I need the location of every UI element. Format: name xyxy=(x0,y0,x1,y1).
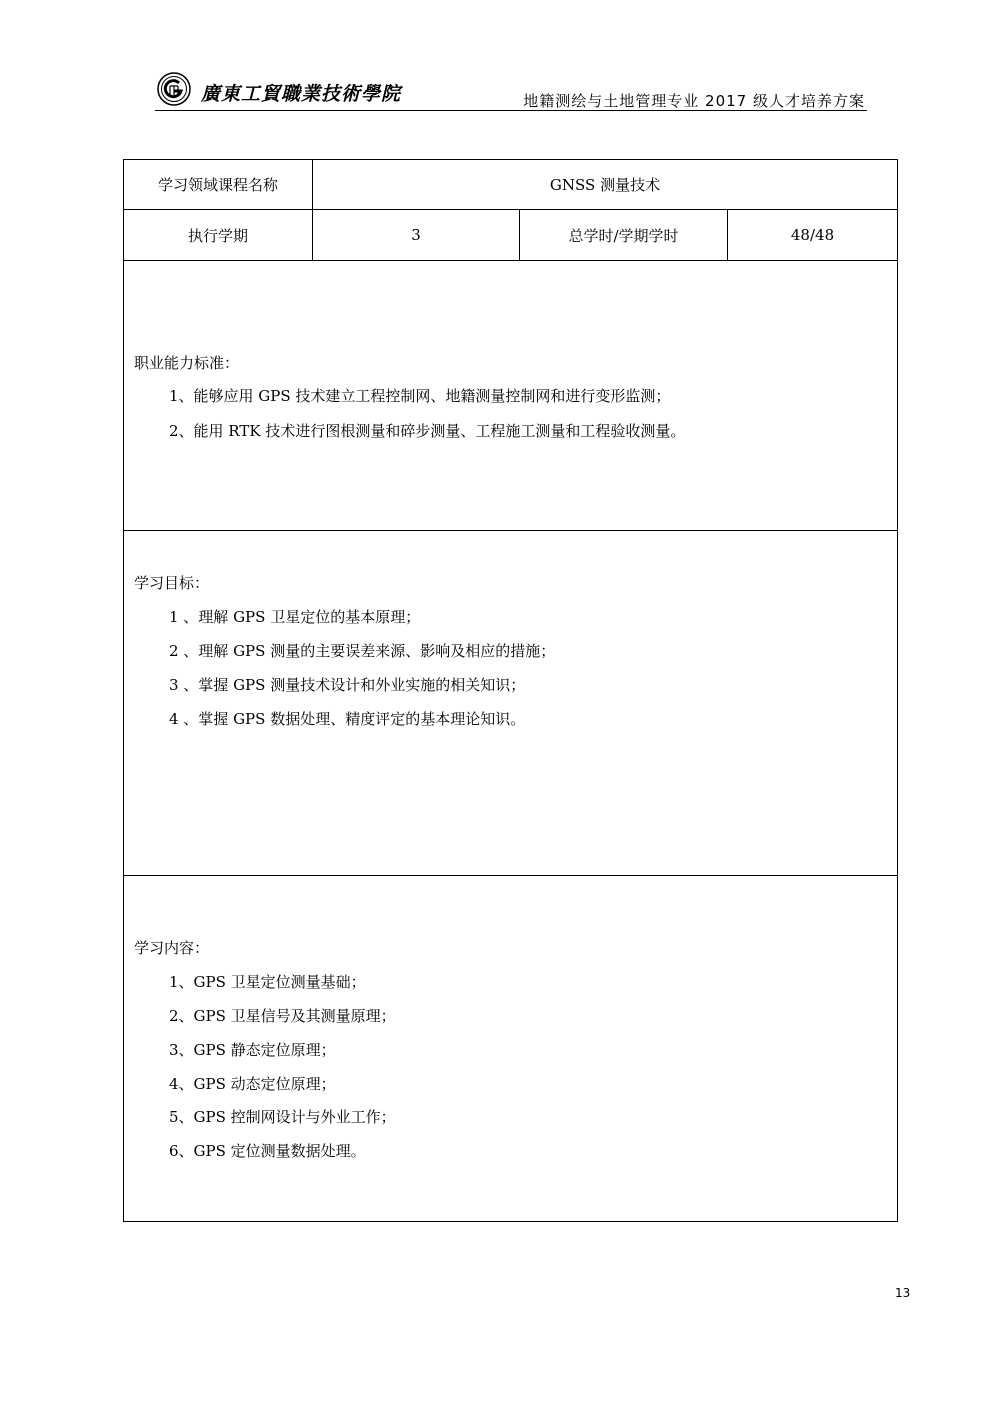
list-item: 1、GPS 卫星定位测量基础； xyxy=(169,973,366,991)
school-name: 廣東工貿職業技術學院 xyxy=(201,83,402,105)
table-row xyxy=(124,160,898,210)
page-number: 13 xyxy=(895,1286,911,1300)
total-hours-value: 48/48 xyxy=(728,210,898,261)
list-item: 6、GPS 定位测量数据处理。 xyxy=(169,1142,366,1160)
list-item: 2 、理解 GPS 测量的主要误差来源、影响及相应的措施； xyxy=(169,642,556,660)
course-table xyxy=(123,159,898,1222)
list-item: 1 、理解 GPS 卫星定位的基本原理； xyxy=(169,608,421,626)
document-title: 地籍测绘与土地管理专业 2017 级人才培养方案 xyxy=(523,92,865,110)
list-item: 4、GPS 动态定位原理； xyxy=(169,1075,336,1093)
course-name-value: GNSS 测量技术 xyxy=(313,160,898,210)
course-name-label: 学习领域课程名称 xyxy=(124,160,313,210)
content-section xyxy=(124,876,897,1221)
content-cell xyxy=(124,876,898,1222)
semester-label: 执行学期 xyxy=(124,210,313,261)
objectives-cell xyxy=(124,531,898,876)
table-row xyxy=(124,261,898,531)
list-item: 2、GPS 卫星信号及其测量原理； xyxy=(169,1007,396,1025)
table-row xyxy=(124,876,898,1222)
semester-value: 3 xyxy=(313,210,520,261)
page-header xyxy=(155,70,867,111)
list-item: 4 、掌握 GPS 数据处理、精度评定的基本理论知识。 xyxy=(169,710,526,728)
objectives-section xyxy=(124,531,897,875)
list-item: 3、GPS 静态定位原理； xyxy=(169,1041,336,1059)
college-seal-logo-icon xyxy=(157,72,191,106)
table-row xyxy=(124,531,898,876)
content-title: 学习内容： xyxy=(134,939,210,957)
total-hours-label: 总学时/学期学时 xyxy=(520,210,728,261)
objectives-title: 学习目标： xyxy=(134,574,210,592)
list-item: 1、能够应用 GPS 技术建立工程控制网、地籍测量控制网和进行变形监测； xyxy=(169,387,671,405)
competency-title: 职业能力标准： xyxy=(134,354,240,372)
list-item: 2、能用 RTK 技术进行图根测量和碎步测量、工程施工测量和工程验收测量。 xyxy=(169,422,686,440)
table-row xyxy=(124,210,898,261)
list-item: 5、GPS 控制网设计与外业工作； xyxy=(169,1108,396,1126)
list-item: 3 、掌握 GPS 测量技术设计和外业实施的相关知识； xyxy=(169,676,526,694)
competency-section xyxy=(124,261,897,530)
competency-cell xyxy=(124,261,898,531)
